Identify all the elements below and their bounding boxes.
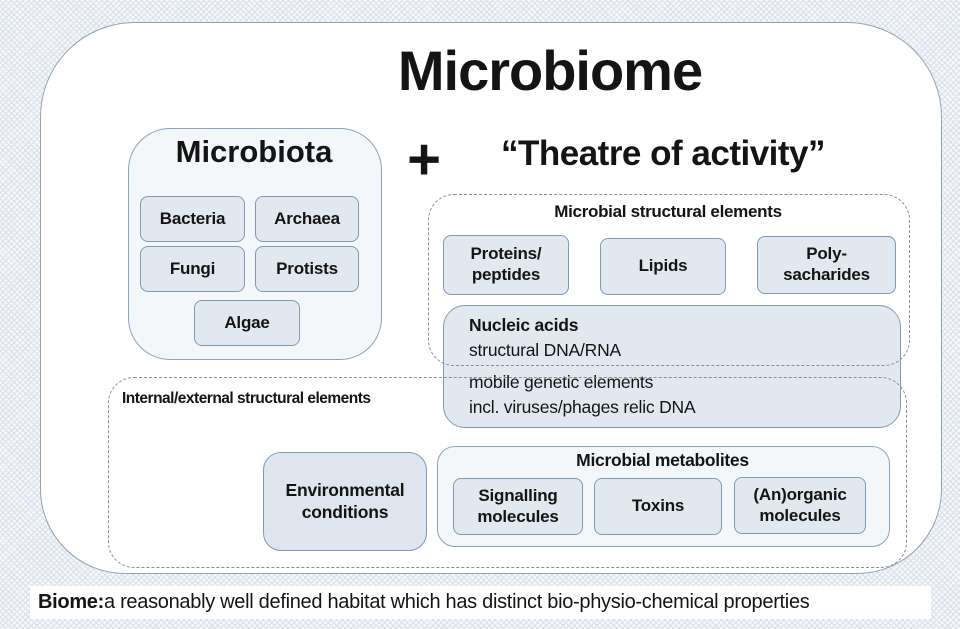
nucleic-acids-text-group bbox=[469, 313, 900, 363]
archaea-label: Archaea bbox=[274, 208, 340, 228]
biome-definition-strip bbox=[30, 586, 931, 619]
fungi-label: Fungi bbox=[169, 258, 216, 278]
proteins-peptides-box bbox=[443, 235, 569, 295]
microbial-metabolites-title: Microbial metabolites bbox=[576, 450, 749, 470]
internal-external-structural-title: Internal/external structural elements bbox=[122, 390, 371, 407]
anorganic-label-line2: molecules bbox=[759, 505, 841, 525]
polysacharides-label-line1: Poly- bbox=[806, 244, 847, 264]
mobile-genetic-text-group bbox=[469, 370, 900, 420]
algae-label: Algae bbox=[224, 312, 270, 332]
microbial-structural-elements-title: Microbial structural elements bbox=[554, 202, 782, 221]
polysacharides-label-line2: sacharides bbox=[783, 265, 870, 284]
anorganic-molecules-box bbox=[734, 477, 866, 534]
nucleic-acids-subtitle: structural DNA/RNA bbox=[469, 340, 621, 360]
proteins-label-line1: Proteins/ bbox=[470, 244, 542, 264]
environmental-label-line2: conditions bbox=[301, 501, 389, 522]
nucleic-acids-mobile-elements-box bbox=[443, 305, 901, 428]
protists-label: Protists bbox=[276, 258, 338, 278]
mobile-genetic-line2: incl. viruses/phages relic DNA bbox=[469, 397, 696, 417]
signalling-label-line2: molecules bbox=[477, 506, 559, 526]
microbiota-title: Microbiota bbox=[175, 134, 333, 169]
toxins-label: Toxins bbox=[631, 496, 685, 516]
archaea-box bbox=[255, 196, 359, 242]
proteins-label-line2: peptides bbox=[471, 265, 541, 284]
diagram-title: Microbiome bbox=[397, 39, 703, 102]
biome-term: Biome: bbox=[38, 591, 104, 613]
environmental-label-line1: Environmental bbox=[285, 480, 405, 501]
theatre-of-activity-title: “Theatre of activity” bbox=[500, 134, 826, 173]
environmental-conditions-box bbox=[263, 452, 427, 551]
signalling-molecules-box bbox=[453, 478, 583, 535]
toxins-box bbox=[594, 478, 722, 535]
lipids-label: Lipids bbox=[638, 256, 688, 276]
plus-sign: + bbox=[407, 127, 441, 192]
lipids-box bbox=[600, 238, 726, 295]
mobile-genetic-line1: mobile genetic elements bbox=[469, 372, 654, 392]
nucleic-acids-title: Nucleic acids bbox=[469, 315, 579, 335]
signalling-label-line1: Signalling bbox=[478, 485, 558, 505]
protists-box bbox=[255, 246, 359, 292]
bacteria-label: Bacteria bbox=[159, 208, 226, 228]
biome-definition: a reasonably well defined habitat which has distinct bio-physio-chemical properties bbox=[103, 591, 810, 613]
bacteria-box bbox=[140, 196, 245, 242]
fungi-box bbox=[140, 246, 245, 292]
polysacharides-box bbox=[757, 236, 896, 294]
algae-box bbox=[194, 300, 300, 346]
anorganic-label-line1: (An)organic bbox=[753, 484, 847, 504]
